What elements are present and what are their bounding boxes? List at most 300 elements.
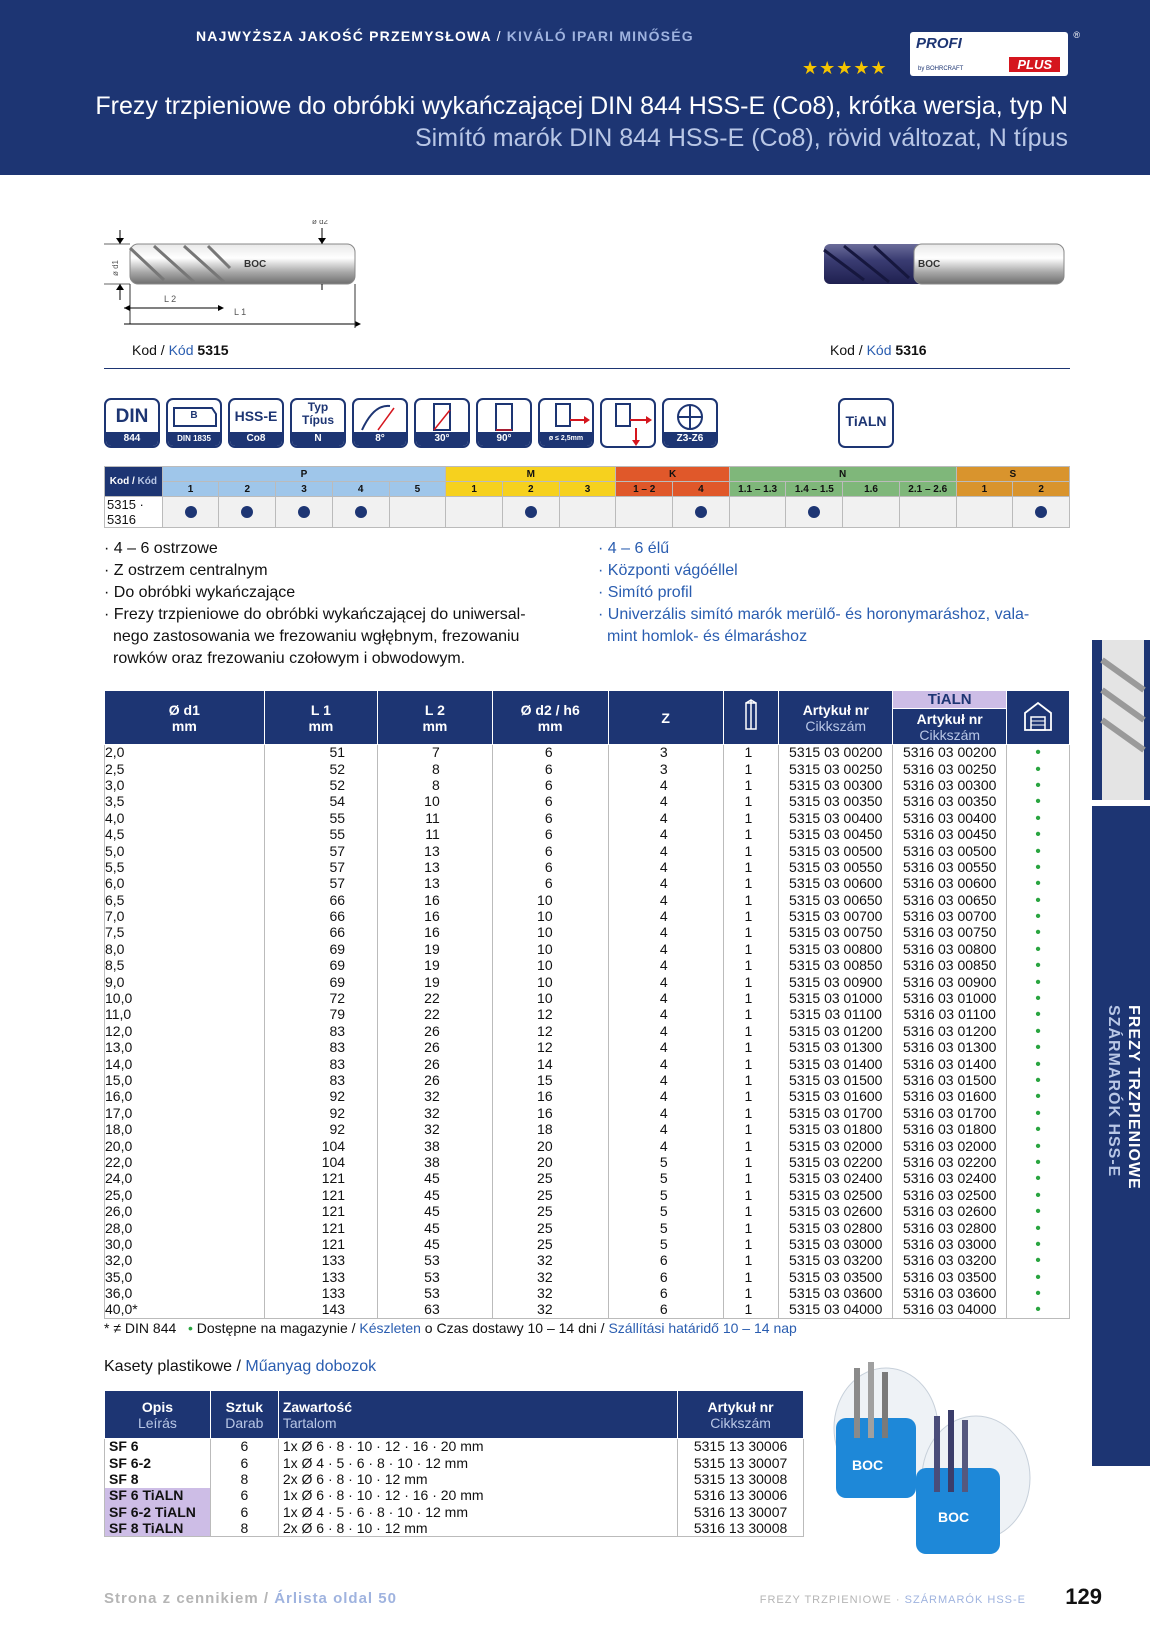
table-cell: 1 [723,777,779,793]
logo-profi: PROFI [916,35,962,52]
table-cell: 26 [378,1056,493,1072]
table-cell: • [1007,1089,1070,1105]
table-cell: 133 [264,1269,377,1285]
table-cell: 25 [492,1220,608,1236]
table-cell: 5316 03 01800 [893,1121,1007,1137]
table-cell: • [1007,826,1070,842]
table-cell: 5315 03 00850 [779,958,893,974]
table-cell: 83 [264,1040,377,1056]
cassette-cell: 6 [210,1439,278,1455]
table-cell: 121 [264,1236,377,1252]
rating-stars: ★★★★★ [802,58,888,78]
table-row [105,777,1070,793]
tip-angle-30-icon [414,398,470,448]
table-cell: 5316 03 00800 [893,941,1007,957]
table-cell: 5315 03 00550 [779,859,893,875]
table-cell: 5316 03 00900 [893,974,1007,990]
col-art-5315-hu: Cikkszám [805,717,867,734]
table-cell: 32 [492,1269,608,1285]
table-cell: 83 [264,1056,377,1072]
material-cell [956,497,1013,528]
table-cell: 6 [492,745,608,761]
material-suitability-table [104,466,1070,528]
table-cell: 30,0 [105,1236,265,1252]
table-cell: 5315 03 01300 [779,1040,893,1056]
footer-category [760,1594,1026,1606]
angle-30-shape-icon [416,400,468,434]
d1-label: ø d1 [111,259,120,276]
table-cell: 5316 03 02800 [893,1220,1007,1236]
col-art-5315-pl: Artykuł nr [802,701,869,718]
table-cell: 5315 03 03200 [779,1253,893,1269]
suitability-dot-icon [808,506,820,518]
table-cell: 22 [378,1007,493,1023]
d2-label: ø d2 [312,220,329,226]
col-art-5315 [779,691,893,745]
table-cell: 133 [264,1285,377,1301]
table-cell: • [1007,1302,1070,1318]
table-cell: 5316 03 01700 [893,1105,1007,1121]
kas-col-opis [105,1391,211,1439]
table-cell: 1 [723,1203,779,1219]
kas-col-zaw-hu: Tartalom [282,1414,337,1431]
table-cell: 1 [723,859,779,875]
feature-pl-3: · Do obróbki wykańczające [104,584,296,601]
table-cell: 2,5 [105,761,265,777]
table-cell: 28,0 [105,1220,265,1236]
table-cell: • [1007,908,1070,924]
table-cell: 5 [608,1220,723,1236]
table-cell: 1 [723,941,779,957]
table-cell: 15,0 [105,1072,265,1088]
table-cell: 5315 03 00700 [779,908,893,924]
sub-m2: 2 [502,482,559,497]
table-cell: 18 [492,1121,608,1137]
table-cell: 5316 03 03200 [893,1253,1007,1269]
table-cell: 1 [723,974,779,990]
table-cell: • [1007,1007,1070,1023]
table-cell: 5316 03 02200 [893,1154,1007,1170]
footer-right-pl: FREZY TRZPIENIOWE · [759,1594,905,1606]
feature-pl-6: rowków oraz frezowaniu czołowym i obwodowym. [113,650,466,667]
table-cell: 5316 03 00750 [893,925,1007,941]
table-cell: 4 [608,1007,723,1023]
table-cell: • [1007,1253,1070,1269]
table-cell: 5316 03 01200 [893,1023,1007,1039]
table-cell: 54 [264,794,377,810]
table-cell: 24,0 [105,1171,265,1187]
table-cell: 69 [264,974,377,990]
table-cell: 1 [723,876,779,892]
din-icon [104,398,160,448]
table-legend [104,1320,797,1336]
table-cell: 55 [264,826,377,842]
table-cell: • [1007,1285,1070,1301]
group-m: M [446,467,616,482]
table-cell: • [1007,1056,1070,1072]
table-cell: 1 [723,1023,779,1039]
col-l1 [264,691,377,745]
tool-brand-right: BOC [918,259,941,270]
table-cell: 8 [378,777,493,793]
kas-col-szt-pl: Sztuk [225,1398,264,1415]
box-brand-right: BOC [938,1509,970,1525]
table-cell: 1 [723,1220,779,1236]
table-row [105,1105,1070,1121]
sub-m3: 3 [559,482,616,497]
table-cell: 121 [264,1203,377,1219]
table-cell: 1 [723,810,779,826]
table-cell: 6 [492,761,608,777]
sub-n21: 2.1 – 2.6 [899,482,956,497]
table-cell: 45 [378,1236,493,1252]
col-art-5316-pl: Artykuł nr [916,710,983,727]
cassette-row [105,1520,804,1536]
col-d2-unit: mm [537,717,563,734]
table-cell: 1 [723,1253,779,1269]
cassette-cell: 1x Ø 6 · 8 · 10 · 12 · 16 · 20 mm [278,1488,677,1504]
table-cell: 69 [264,941,377,957]
table-cell: 16 [492,1089,608,1105]
table-cell: 32 [378,1105,493,1121]
table-row [105,1121,1070,1137]
page-title-pl: Frezy trzpieniowe do obróbki wykańczającej DIN 844 HSS-E (Co8), krótka wersja, typ N [95,92,1068,120]
table-cell: 10 [492,990,608,1006]
table-cell: • [1007,1269,1070,1285]
table-row [105,1203,1070,1219]
table-cell: • [1007,974,1070,990]
col-l1-label: L 1 [310,701,331,718]
table-cell: 92 [264,1089,377,1105]
product-table [104,690,1070,1319]
table-cell: • [1007,1236,1070,1252]
material-row-5315-5316 [105,497,1070,528]
table-cell: 16,0 [105,1089,265,1105]
tool-brand-left: BOC [244,259,267,270]
cassettes-table [104,1390,804,1537]
table-cell: 13 [378,843,493,859]
table-cell: 83 [264,1023,377,1039]
sub-n16: 1.6 [843,482,900,497]
table-cell: 20,0 [105,1138,265,1154]
table-row [105,1302,1070,1318]
table-cell: 6 [608,1253,723,1269]
table-row [105,892,1070,908]
table-cell: 5315 03 00450 [779,826,893,842]
suitability-dot-icon [298,506,310,518]
table-cell: 5315 03 00600 [779,876,893,892]
table-cell: 6 [492,777,608,793]
table-cell: 6 [492,859,608,875]
table-cell: 16 [492,1105,608,1121]
table-cell: 5315 03 01500 [779,1072,893,1088]
table-cell: 5316 03 00300 [893,777,1007,793]
kas-col-opis-hu: Leírás [137,1414,177,1431]
table-cell: 92 [264,1121,377,1137]
page-title-hu: Simító marók DIN 844 HSS-E (Co8), rövid változat, N típus [415,124,1068,152]
product-table-body [105,745,1070,1319]
legend-delivery-pl: o Czas dostawy 10 – 14 dni / [420,1320,609,1336]
cassette-cell: SF 6-2 [105,1455,211,1471]
material-cell [899,497,956,528]
col-d2 [492,691,608,745]
table-cell: 5 [608,1171,723,1187]
table-cell: 8,5 [105,958,265,974]
table-cell: 4 [608,859,723,875]
table-cell: 5315 03 01000 [779,990,893,1006]
icon-hss-bot: Co8 [230,432,282,446]
suitability-dot-icon [695,506,707,518]
table-cell: 22 [378,990,493,1006]
table-row [105,859,1070,875]
cassette-cell: SF 8 [105,1471,211,1487]
table-cell: 4 [608,892,723,908]
suitability-dot-icon [1035,506,1047,518]
table-cell: 26 [378,1023,493,1039]
table-cell: • [1007,761,1070,777]
material-cell [729,497,786,528]
table-cell: 4 [608,876,723,892]
cassette-cell: 6 [210,1455,278,1471]
legend-din: * ≠ DIN 844 [104,1320,177,1336]
table-cell: 6 [492,843,608,859]
table-cell: 4 [608,826,723,842]
code-right-num: 5316 [895,342,927,358]
table-row [105,958,1070,974]
flutes-icon [662,398,718,448]
group-n: N [729,467,956,482]
cassette-boxes-image [816,1358,1040,1588]
table-cell: 5315 03 00650 [779,892,893,908]
material-cell [162,497,219,528]
sub-p5: 5 [389,482,446,497]
table-cell: • [1007,859,1070,875]
box-brand-left: BOC [852,1457,884,1473]
tialn-icon [838,398,894,448]
cassette-cell: 2x Ø 6 · 8 · 10 · 12 mm [278,1471,677,1487]
material-row-code: 5315 · 5316 [105,497,163,528]
table-cell: 5316 03 01000 [893,990,1007,1006]
table-cell: 26 [378,1040,493,1056]
legend-stock-hu: Készleten [359,1320,421,1336]
table-cell: 1 [723,1007,779,1023]
cassette-cell: 5315 13 30008 [678,1471,804,1487]
table-cell: 26,0 [105,1203,265,1219]
table-cell: 4 [608,1056,723,1072]
table-cell: 121 [264,1187,377,1203]
cassette-cell: 8 [210,1520,278,1536]
table-cell: 55 [264,810,377,826]
material-cell [673,497,730,528]
table-cell: 5316 03 03600 [893,1285,1007,1301]
cassette-cell: 1x Ø 4 · 5 · 6 · 8 · 10 · 12 mm [278,1455,677,1471]
table-cell: 36,0 [105,1285,265,1301]
col-tialn-header: TiALN [893,691,1007,709]
material-cell [446,497,503,528]
table-cell: 5316 03 04000 [893,1302,1007,1318]
icon-tialn-text: TiALN [845,413,887,429]
section-divider [104,368,1070,369]
table-cell: 4 [608,974,723,990]
table-cell: 104 [264,1138,377,1154]
table-cell: • [1007,745,1070,761]
sub-k4: 4 [673,482,730,497]
table-cell: 4 [608,990,723,1006]
table-cell: • [1007,1154,1070,1170]
table-cell: 13,0 [105,1040,265,1056]
feature-hu-2: · Központi vágóéllel [598,562,738,579]
table-cell: 69 [264,958,377,974]
sub-p2: 2 [219,482,276,497]
table-cell: 12 [492,1007,608,1023]
table-cell: 5315 03 00250 [779,761,893,777]
table-cell: 5316 03 00850 [893,958,1007,974]
table-cell: 5316 03 02600 [893,1203,1007,1219]
table-cell: 5315 03 00350 [779,794,893,810]
table-cell: 32 [492,1253,608,1269]
table-cell: 40,0* [105,1302,265,1318]
table-row [105,1154,1070,1170]
table-cell: 1 [723,908,779,924]
table-cell: 11 [378,810,493,826]
table-cell: 5316 03 00450 [893,826,1007,842]
table-cell: 4 [608,908,723,924]
table-cell: 6 [608,1285,723,1301]
table-cell: 38 [378,1154,493,1170]
table-cell: 5315 03 01600 [779,1089,893,1105]
table-cell: 5315 03 01700 [779,1105,893,1121]
table-cell: 5,5 [105,859,265,875]
feature-pl-1: · 4 – 6 ostrzowe [104,540,218,557]
tool-5316-drawing [824,244,1064,284]
cassette-cell: 5315 13 30006 [678,1439,804,1455]
table-cell: 25,0 [105,1187,265,1203]
table-cell: 6 [492,876,608,892]
table-row [105,761,1070,777]
table-row [105,1236,1070,1252]
features-pl [104,538,570,670]
cassette-row [105,1471,804,1487]
table-cell: 5316 03 01100 [893,1007,1007,1023]
legend-stock-dot: • [187,1320,193,1336]
table-cell: 13 [378,876,493,892]
table-row [105,1056,1070,1072]
table-cell: 4 [608,810,723,826]
col-art-5316 [893,709,1007,745]
logo-by: by BOHRCRAFT [918,66,964,72]
table-cell: • [1007,794,1070,810]
helix-shape-icon [354,400,406,434]
table-cell: 1 [723,1105,779,1121]
center-cut-icon [538,398,594,448]
table-row [105,990,1070,1006]
sub-m1: 1 [446,482,503,497]
table-cell: 1 [723,794,779,810]
cassette-cell: 5316 13 30008 [678,1520,804,1536]
col-l2-label: L 2 [424,701,445,718]
table-cell: 22,0 [105,1154,265,1170]
table-row [105,1023,1070,1039]
table-cell: 16 [378,925,493,941]
cassette-row [105,1455,804,1471]
table-cell: 5315 03 00500 [779,843,893,859]
kas-col-zaw-pl: Zawartość [282,1398,353,1415]
table-cell: 32 [378,1121,493,1137]
table-row [105,1138,1070,1154]
cassette-cell: 6 [210,1488,278,1504]
l2-label: L 2 [164,294,177,304]
group-s: S [956,467,1069,482]
cassette-row [105,1439,804,1455]
hss-icon [228,398,284,448]
table-cell: 26 [378,1072,493,1088]
table-cell: • [1007,1187,1070,1203]
table-cell: • [1007,892,1070,908]
table-row [105,925,1070,941]
table-cell: 10 [492,925,608,941]
table-row [105,1269,1070,1285]
logo-plus: PLUS [1009,57,1060,72]
table-cell: 5315 03 00900 [779,974,893,990]
suitability-dot-icon [355,506,367,518]
table-cell: 10 [492,958,608,974]
table-cell: 10 [492,941,608,957]
table-cell: 5315 03 03600 [779,1285,893,1301]
material-cell [559,497,616,528]
sub-p4: 4 [332,482,389,497]
table-cell: 17,0 [105,1105,265,1121]
table-cell: 4 [608,1023,723,1039]
table-cell: 45 [378,1220,493,1236]
mat-kod-hu: Kód [137,476,157,487]
table-cell: 53 [378,1253,493,1269]
table-cell: 6 [492,810,608,826]
table-cell: 5316 03 02500 [893,1187,1007,1203]
table-cell: 4,0 [105,810,265,826]
cassettes-title-hu: Műanyag dobozok [245,1358,377,1375]
group-k: K [616,467,729,482]
table-cell: 8,0 [105,941,265,957]
material-cell [616,497,673,528]
table-cell: 5315 03 01400 [779,1056,893,1072]
footer-right-hu: SZÁRMARÓK HSS-E [904,1594,1026,1606]
table-cell: 5316 03 00400 [893,810,1007,826]
tagline-pl: NAJWYŻSZA JAKOŚĆ PRZEMYSŁOWA [196,28,492,44]
table-row [105,1007,1070,1023]
icon-shank-bot: DIN 1835 [168,432,220,446]
icon-flutes-bot: Z3-Z6 [664,432,716,446]
table-cell: 5316 03 01500 [893,1072,1007,1088]
table-cell: • [1007,1171,1070,1187]
table-cell: 5 [608,1187,723,1203]
table-cell: 63 [378,1302,493,1318]
table-cell: 4 [608,958,723,974]
table-cell: 11 [378,826,493,842]
table-cell: 143 [264,1302,377,1318]
icon-hss-top: HSS-E [234,408,278,424]
col-stock [1007,691,1070,745]
table-cell: 5315 03 00800 [779,941,893,957]
table-cell: 4 [608,843,723,859]
page-number: 129 [1065,1584,1102,1609]
table-cell: 5316 03 00200 [893,745,1007,761]
icon-din-top: DIN [115,406,149,427]
table-cell: • [1007,925,1070,941]
table-cell: 1 [723,1187,779,1203]
table-row [105,1220,1070,1236]
table-cell: 1 [723,1269,779,1285]
tip-angle-90-icon [476,398,532,448]
